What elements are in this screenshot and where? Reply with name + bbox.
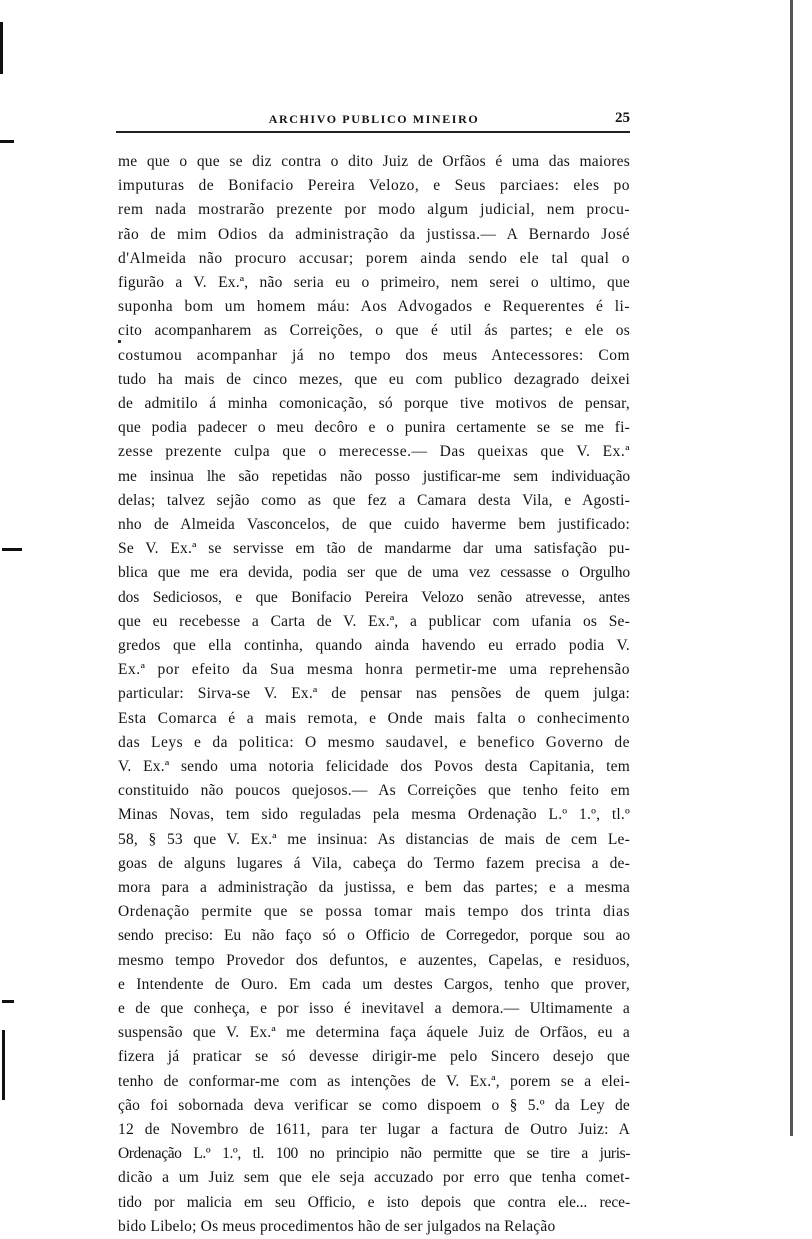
- running-title: ARCHIVO PUBLICO MINEIRO: [268, 112, 480, 126]
- text-line: zesse prezente culpa que o merecesse.— Das queixas que V. Ex.ª: [118, 443, 630, 461]
- text-line: 12 de Novembro de 1611, para ter lugar a factura de Outro Juiz: A: [118, 1121, 630, 1138]
- text-line: imputuras de Bonifacio Pereira Velozo, e Seus parciaes: eles po: [118, 177, 630, 195]
- text-line: mesmo tempo Provedor dos defuntos, e auzentes, Capelas, e residuos,: [118, 951, 630, 969]
- text-line: que eu recebesse a Carta de V. Ex.ª, a publicar com ufania os Se-: [118, 612, 630, 630]
- text-line: constituido não poucos quejosos.— As Correições que tenho feito em: [118, 782, 630, 800]
- text-line: fizera já praticar se só devesse dirigir-me pelo Sincero desejo que: [118, 1048, 630, 1066]
- text-line: dos Sediciosos, e que Bonifacio Pereira Velozo senão atrevesse, antes: [118, 588, 630, 606]
- text-line: blica que me era devida, podia ser que de uma vez cessasse o Orgulho: [118, 564, 630, 582]
- scan-margin-mark: [2, 548, 22, 551]
- scan-margin-mark: [0, 140, 14, 143]
- text-line: das Leys e da politica: O mesmo saudavel, e benefico Governo de: [118, 733, 630, 751]
- text-line: Minas Novas, tem sido reguladas pela mesma Ordenação L.º 1.º, tl.º: [118, 806, 630, 824]
- scan-margin-mark: [2, 1000, 14, 1003]
- text-line: rão de mim Odios da administração da justissa.— A Bernardo José: [118, 225, 630, 243]
- header-rule: [116, 131, 630, 133]
- text-line: me insinua lhe são repetidas não posso justificar-me sem individuação: [118, 467, 630, 485]
- text-line: que podia padecer o meu decôro e o punira certamente se se me fi-: [118, 419, 630, 437]
- page-number: 25: [615, 110, 630, 126]
- text-line: Ordenação L.º 1.º, tl. 100 no principio não permitte que se tire a juris-: [118, 1145, 630, 1163]
- text-line: Se V. Ex.ª se servisse em tão de mandarme dar uma satisfação pu-: [118, 540, 630, 558]
- running-head: [118, 110, 630, 130]
- text-line: suspensão que V. Ex.ª me determina faça áquele Juiz de Orfãos, eu a: [118, 1024, 630, 1042]
- text-line: 58, § 53 que V. Ex.ª me insinua: As distancias de mais de cem Le-: [118, 830, 630, 848]
- scan-page-edge: [790, 0, 793, 1136]
- text-line: de admitilo á minha comonicação, só porque tive motivos de pensar,: [118, 395, 630, 412]
- text-line: Esta Comarca é a mais remota, e Onde mais falta o conhecimento: [118, 709, 630, 727]
- text-line: bido Libelo; Os meus procedimentos hão de ser julgados na Relação: [118, 1217, 556, 1235]
- text-line: V. Ex.ª sendo uma notoria felicidade dos Povos desta Capitania, tem: [118, 758, 630, 775]
- text-line: goas de alguns lugares á Vila, cabeça do Termo fazem precisa a de-: [118, 854, 630, 872]
- text-line: figurão a V. Ex.ª, não seria eu o primeiro, nem serei o ultimo, que: [118, 274, 630, 291]
- text-line: tenho de conformar-me com as intenções de V. Ex.ª, porem se a elei-: [118, 1072, 630, 1090]
- text-line: d'Almeida não procuro accusar; porem ainda sendo ele tal qual o: [118, 249, 630, 267]
- text-line: mora para a administração da justissa, e bem das partes; e a mesma: [118, 879, 630, 896]
- text-line: dicão a um Juiz sem que ele seja accuzado por erro que tenha comet-: [118, 1169, 630, 1187]
- text-line: Ex.ª por efeito da Sua mesma honra permetir-me uma reprehensão: [118, 661, 630, 679]
- text-line: particular: Sirva-se V. Ex.ª de pensar nas pensões de quem julga:: [118, 685, 630, 703]
- text-line: gredos que ella continha, quando ainda havendo eu errado podia V.: [118, 637, 630, 654]
- text-line: tudo ha mais de cinco mezes, que eu com publico dezagrado deixei: [118, 370, 630, 388]
- text-line: cito acompanharem as Correições, o que é util ás partes; e ele os: [118, 322, 630, 340]
- text-line: me que o que se diz contra o dito Juiz de Orfãos é uma das maiores: [118, 153, 630, 170]
- text-line: rem nada mostrarão prezente por modo algum judicial, nem procu-: [118, 201, 630, 219]
- text-line: delas; talvez sejão como as que fez a Camara desta Vila, e Agosti-: [118, 491, 630, 509]
- scan-margin-mark: [0, 22, 3, 74]
- text-line: e Intendente de Ouro. Em cada um destes Cargos, tenho que prover,: [118, 975, 630, 993]
- text-line: sendo preciso: Eu não faço só o Officio de Corregedor, porque sou ao: [118, 927, 630, 945]
- text-line: Ordenação permite que se possa tomar mais tempo dos trinta dias: [118, 903, 630, 921]
- text-line: costumou acompanhar já no tempo dos meus Antecessores: Com: [118, 346, 630, 364]
- text-line: ção foi sobornada deva verificar se como dispoem o § 5.º da Ley de: [118, 1096, 630, 1114]
- text-line: e de que conheça, e por isso é inevitavel a demora.— Ultimamente a: [118, 1000, 630, 1017]
- text-line: nho de Almeida Vasconcelos, de que cuido haverme bem justificado:: [118, 516, 630, 533]
- text-line: tido por malicia em seu Officio, e isto depois que contra ele... rece-: [118, 1193, 630, 1211]
- text-line: suponha bom um homem máu: Aos Advogados e Requerentes é li-: [118, 298, 630, 316]
- scan-margin-mark: [2, 1030, 5, 1100]
